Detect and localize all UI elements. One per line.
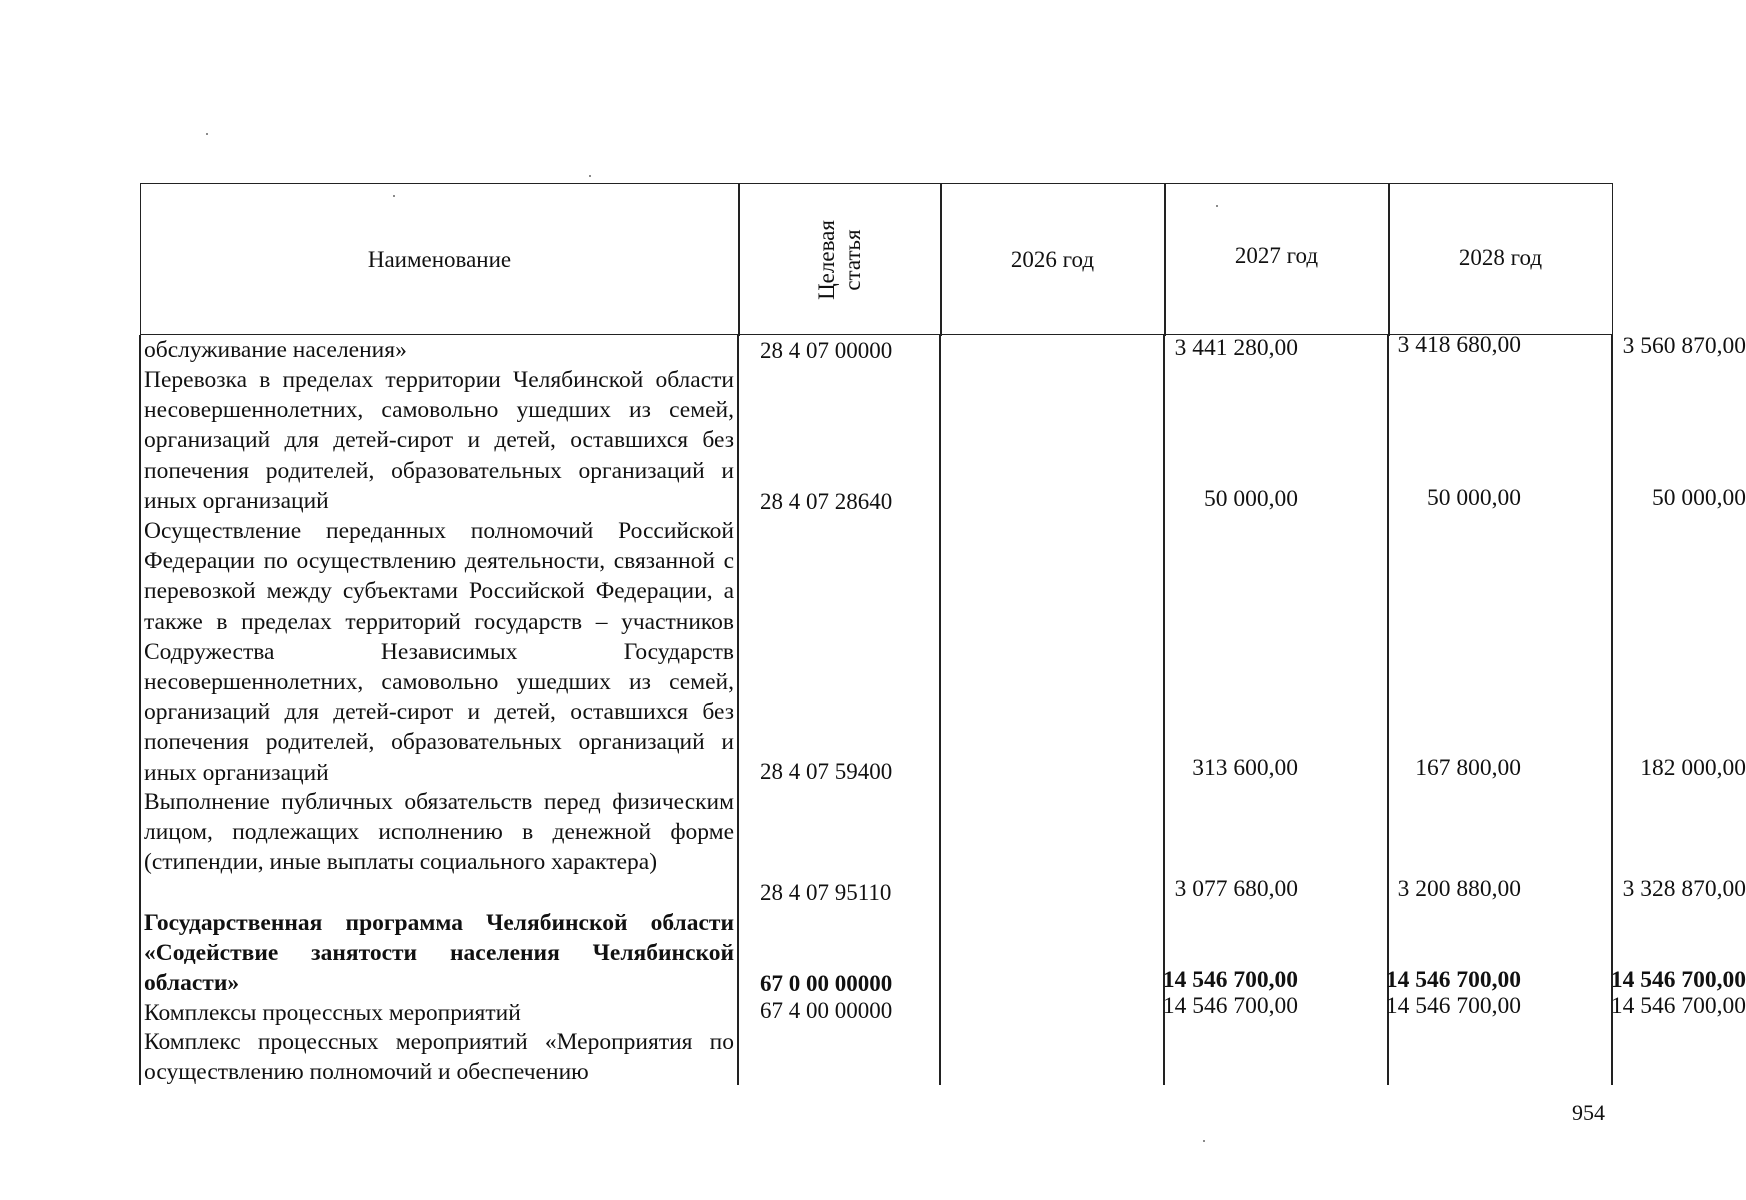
header-target-article: Целевая статья xyxy=(813,220,865,300)
row-2-2026: 313 600,00 xyxy=(1192,755,1298,781)
table-header xyxy=(140,183,1613,335)
row-5-name: Комплексы процессных мероприятий xyxy=(144,1000,521,1026)
row-0-2027: 3 418 680,00 xyxy=(1397,332,1521,358)
row-2-name: Осуществление переданных полномочий Российской Федерации по осуществлению деятельности, связанной с перевозкой между субъектами Российской Федерации, а также в пределах территорий государств – участников Содружества Независимых Государств несовершеннолетних, самовольно ушедших из семей, организаций для детей-сирот и детей, оставшихся без попечения родителей, образовательных организаций и иных организаций xyxy=(144,518,734,786)
header-2027: 2027 год xyxy=(1234,243,1319,268)
row-1-2028: 50 000,00 xyxy=(1652,485,1746,511)
row-4-2026: 14 546 700,00 xyxy=(1162,967,1298,993)
row-3-2027: 3 200 880,00 xyxy=(1397,876,1521,902)
row-1-2026: 50 000,00 xyxy=(1204,486,1298,512)
row-4-2027: 14 546 700,00 xyxy=(1385,967,1521,993)
row-3-code: 28 4 07 95110 xyxy=(760,880,892,905)
row-1-2027: 50 000,00 xyxy=(1427,485,1521,511)
header-2028: 2028 год xyxy=(1458,245,1543,270)
budget-table xyxy=(140,183,1746,1086)
row-2-2027: 167 800,00 xyxy=(1415,755,1521,781)
row-2-code: 28 4 07 59400 xyxy=(760,759,893,784)
row-4-name: Государственная программа Челябинской области «Содействие занятости населения Челябинской области» xyxy=(144,910,734,997)
table-body xyxy=(140,332,1746,1086)
row-1-name: Перевозка в пределах территории Челябинской области несовершеннолетних, самовольно ушедших из семей, организаций для детей-сирот и детей, оставшихся без попечения родителей, образовательных организаций и иных организаций xyxy=(144,367,734,514)
header-name-cell xyxy=(141,184,738,336)
header-name: Наименование xyxy=(367,247,512,272)
row-2-2028: 182 000,00 xyxy=(1640,755,1746,781)
header-2027-cell xyxy=(1165,184,1388,336)
header-2026: 2026 год xyxy=(1010,247,1095,272)
row-3-name: Выполнение публичных обязательств перед физическим лицом, подлежащих исполнению в денежной форме (стипендии, иные выплаты социального характера) xyxy=(144,789,734,876)
row-3-2026: 3 077 680,00 xyxy=(1174,876,1298,902)
row-5-2027: 14 546 700,00 xyxy=(1385,993,1521,1019)
row-4-code: 67 0 00 00000 xyxy=(760,971,893,996)
row-0-2028: 3 560 870,00 xyxy=(1622,333,1746,359)
page-number: 954 xyxy=(1572,1100,1605,1125)
row-5-code: 67 4 00 00000 xyxy=(760,998,893,1023)
header-2026-cell xyxy=(941,184,1164,336)
row-1-code: 28 4 07 28640 xyxy=(760,489,893,514)
row-5-2026: 14 546 700,00 xyxy=(1162,993,1298,1019)
header-target-cell xyxy=(739,184,940,336)
row-5-2028: 14 546 700,00 xyxy=(1610,993,1746,1019)
row-0-2026: 3 441 280,00 xyxy=(1174,335,1298,361)
row-3-2028: 3 328 870,00 xyxy=(1622,876,1746,902)
row-6-name: Комплекс процессных мероприятий «Мероприятия по осуществлению полномочий и обеспечению xyxy=(144,1029,734,1086)
row-0-code: 28 4 07 00000 xyxy=(760,338,893,363)
row-4-2028: 14 546 700,00 xyxy=(1610,967,1746,993)
row-0-name: обслуживание населения» xyxy=(144,337,407,363)
header-2028-cell xyxy=(1389,184,1612,336)
